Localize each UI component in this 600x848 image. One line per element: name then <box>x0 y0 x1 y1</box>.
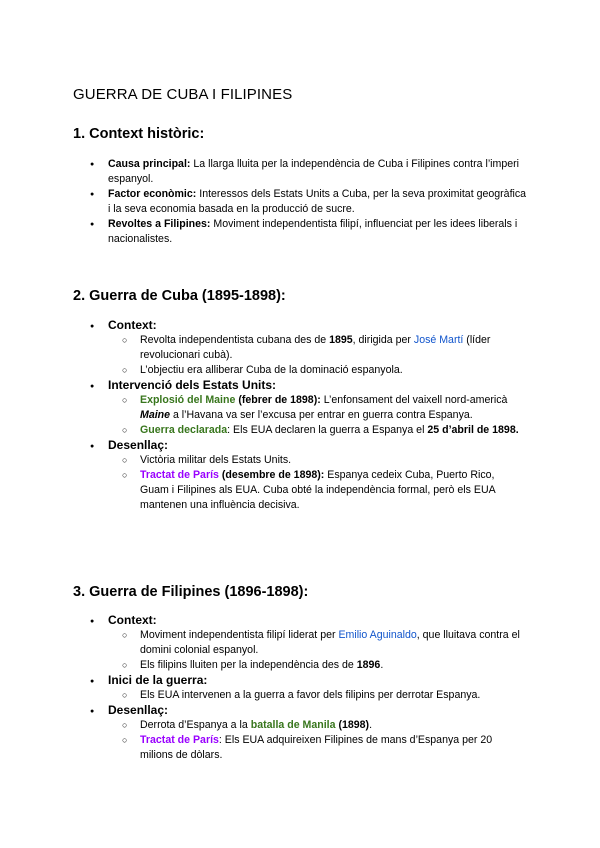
sublist-item <box>122 718 520 733</box>
sublist-item <box>122 688 520 703</box>
section-3-heading: 3. Guerra de Filipines (1896-1898): <box>73 584 309 600</box>
sublist-item <box>122 423 520 438</box>
sublist <box>122 628 530 673</box>
text: Espanya cedeix Cuba, Puerto Rico, Guam i Filipines als EUA. Cuba obté la independència formal, però els EUA mantenen una influència decisiva. <box>140 469 496 511</box>
sublist <box>122 333 530 378</box>
list-item-outcome <box>90 438 530 513</box>
item-label: Factor econòmic: <box>108 188 197 200</box>
text: (líder revolucionari cubà). <box>140 334 491 361</box>
text: : Els EUA declaren la guerra a Espanya el <box>227 424 428 436</box>
list-item-outcome <box>90 703 530 763</box>
section-1-list <box>90 157 530 247</box>
text: Revolta independentista cubana des de <box>140 334 330 346</box>
list-item <box>90 217 530 247</box>
sublist-item <box>122 393 520 423</box>
list-item-start <box>90 673 530 703</box>
item-label: Intervenció dels Estats Units: <box>108 378 277 392</box>
sublist-item <box>122 628 520 658</box>
date: (desembre de 1898): <box>218 469 325 481</box>
ship-name: Maine <box>140 409 171 421</box>
list-item-context <box>90 318 530 378</box>
item-label: Inici de la guerra: <box>108 673 208 687</box>
text: Victòria militar dels Estats Units. <box>140 454 292 466</box>
highlight-green: batalla de Manila <box>250 719 336 731</box>
item-label: Context: <box>108 613 157 627</box>
sublist <box>122 393 530 438</box>
text: L’enfonsament del vaixell nord-americà <box>320 394 508 406</box>
highlight-green: Guerra declarada <box>140 424 228 436</box>
emilio-aguinaldo-link[interactable]: Emilio Aguinaldo <box>338 629 417 641</box>
sublist-item <box>122 468 520 513</box>
list-item-intervention <box>90 378 530 438</box>
text: . <box>380 659 384 671</box>
document-title: GUERRA DE CUBA I FILIPINES <box>73 86 293 103</box>
list-item <box>90 157 530 187</box>
sublist-item <box>122 733 520 763</box>
list-item-context <box>90 613 530 673</box>
item-label: Revoltes a Filipines: <box>108 218 211 230</box>
list-item <box>90 187 530 217</box>
text: Els filipins lluiten per la independència des de <box>140 659 357 671</box>
sublist-item <box>122 363 520 378</box>
highlight-green: Explosió del Maine <box>140 394 236 406</box>
text: , dirigida per <box>352 334 414 346</box>
year: 1895 <box>329 334 353 346</box>
item-text: La llarga lluita per la independència de Cuba i Filipines contra l’imperi espanyol. <box>108 158 520 185</box>
text: , que lluitava contra el domini colonial espanyol. <box>140 629 520 656</box>
item-label: Desenllaç: <box>108 438 169 452</box>
date: (1898) <box>335 719 370 731</box>
section-2-heading: 2. Guerra de Cuba (1895-1898): <box>73 288 286 304</box>
section-2-list <box>90 318 530 513</box>
highlight-purple: Tractat de París <box>140 469 219 481</box>
sublist-item <box>122 658 520 673</box>
highlight-purple: Tractat de París <box>140 734 219 746</box>
jose-marti-link[interactable]: José Martí <box>413 334 464 346</box>
text: L’objectiu era alliberar Cuba de la dominació espanyola. <box>140 364 403 376</box>
sublist <box>122 688 530 703</box>
item-label: Context: <box>108 318 157 332</box>
sublist-item <box>122 333 520 363</box>
text: : Els EUA adquireixen Filipines de mans d’Espanya per 20 milions de dòlars. <box>140 734 493 761</box>
sublist-item <box>122 453 520 468</box>
text: . <box>369 719 373 731</box>
date: (febrer de 1898): <box>235 394 321 406</box>
item-text: Interessos dels Estats Units a Cuba, per la seva proximitat geogràfica i la seva economia basada en la producció de sucre. <box>108 188 527 215</box>
sublist <box>122 718 530 763</box>
text: a l’Havana va ser l’excusa per entrar en guerra contra Espanya. <box>170 409 473 421</box>
year: 1896 <box>356 659 381 671</box>
text: Moviment independentista filipí liderat per <box>140 629 339 641</box>
section-1-heading: 1. Context històric: <box>73 126 205 142</box>
item-label: Causa principal: <box>108 158 191 170</box>
text: Els EUA intervenen a la guerra a favor dels filipins per derrotar Espanya. <box>140 689 481 701</box>
item-text: Moviment independentista filipí, influenciat per les idees liberals i nacionalistes. <box>108 218 518 245</box>
section-3-list <box>90 613 530 763</box>
date: 25 d’abril de 1898. <box>427 424 519 436</box>
item-label: Desenllaç: <box>108 703 169 717</box>
sublist <box>122 453 530 513</box>
text: Derrota d’Espanya a la <box>140 719 251 731</box>
